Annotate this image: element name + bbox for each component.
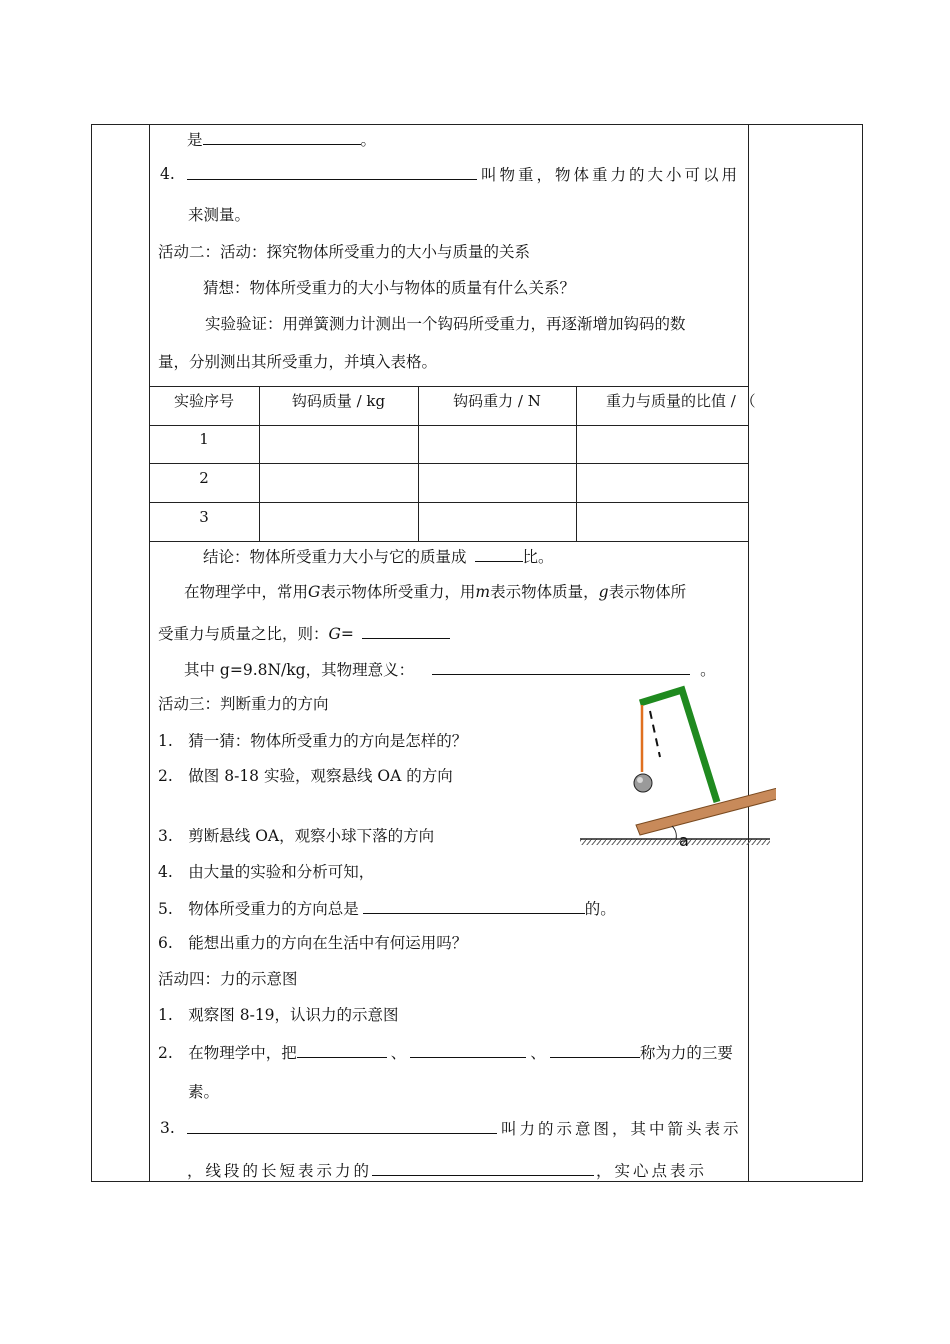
table-row-3-index: 3 bbox=[199, 508, 209, 526]
separator-1: 、 bbox=[390, 1044, 407, 1062]
activity-three-title: 活动三：判断重力的方向 bbox=[158, 695, 329, 713]
conclusion-text bbox=[203, 546, 554, 567]
inclined-board bbox=[636, 786, 776, 835]
activity-three-item-1: 1. 猜一猜：物体所受重力的方向是怎样的？ bbox=[158, 732, 468, 750]
table-row-2-index: 2 bbox=[199, 469, 209, 487]
gravity-direction-lead: 5. 物体所受重力的方向总是 bbox=[158, 900, 359, 918]
text-shi: 是 bbox=[187, 131, 203, 149]
activity-four-item-2 bbox=[158, 1042, 733, 1063]
separator-2: 、 bbox=[530, 1044, 546, 1062]
text-line-2 bbox=[160, 164, 175, 184]
table-header-index: 实验序号 bbox=[173, 392, 234, 410]
blank-gravity-direction bbox=[363, 898, 585, 914]
blank-formula bbox=[362, 623, 450, 639]
text-line-1 bbox=[187, 129, 376, 150]
activity-three-item-3: 3. 剪断悬线 OA，观察小球下落的方向 bbox=[158, 827, 435, 845]
blank-1 bbox=[203, 129, 361, 145]
activity-three-item-2: 2. 做图 8-18 实验，观察悬线 OA 的方向 bbox=[158, 767, 453, 785]
activity-three-item-5 bbox=[158, 898, 616, 919]
symbol-g: g bbox=[598, 583, 609, 601]
blank-element-2 bbox=[410, 1042, 526, 1058]
gravity-direction-end: 的。 bbox=[584, 900, 616, 918]
blank-proportional bbox=[475, 546, 523, 562]
ball bbox=[634, 774, 652, 792]
g-meaning-lead: 其中 g=9.8N/kg，其物理意义： bbox=[184, 661, 415, 679]
blank-element-1 bbox=[297, 1042, 387, 1058]
activity-four-item-2-cont: 素。 bbox=[188, 1083, 220, 1101]
three-elements-end: 称为力的三要 bbox=[639, 1044, 733, 1062]
blank-g-meaning bbox=[432, 659, 690, 675]
angle-arc bbox=[672, 826, 676, 839]
column-divider-right bbox=[748, 124, 749, 1182]
experiment-text-1: 实验验证：用弹簧测力计测出一个钩码所受重力，再逐渐增加钩码的数 bbox=[205, 315, 686, 333]
force-diagram-text: 叫力的示意图，其中箭头表示 bbox=[501, 1120, 742, 1138]
conclusion-lead: 结论：物体所受重力大小与它的质量成 bbox=[203, 548, 467, 566]
blank-element-3 bbox=[550, 1042, 640, 1058]
table-row-border-2 bbox=[149, 463, 749, 464]
ball-highlight bbox=[637, 777, 643, 783]
activity-four-title: 活动四：力的示意图 bbox=[158, 970, 298, 988]
angle-label: a bbox=[679, 831, 689, 850]
symbol-G: G bbox=[308, 583, 321, 601]
formula-G: G bbox=[328, 625, 341, 643]
guess-text: 猜想：物体所受重力的大小与物体的质量有什么关系？ bbox=[203, 279, 576, 297]
formula-line bbox=[158, 623, 450, 644]
g-meaning-end: 。 bbox=[700, 661, 716, 679]
table-header-mass: 钩码质量 / kg bbox=[291, 392, 386, 410]
activity-three-item-4: 4. 由大量的实验和分析可知， bbox=[158, 863, 375, 881]
experiment-text-2: 量，分别测出其所受重力，并填入表格。 bbox=[158, 353, 438, 371]
formula-equals: = bbox=[340, 625, 354, 643]
blank-force-magnitude bbox=[372, 1160, 594, 1176]
conclusion-end: 比。 bbox=[522, 548, 554, 566]
symbol-definition-text bbox=[184, 582, 686, 602]
table-top-border bbox=[149, 386, 749, 387]
column-divider-left bbox=[149, 124, 150, 1182]
segment-length-text: ，线段的长短表示力的 bbox=[187, 1162, 373, 1180]
table-row-1-index: 1 bbox=[199, 430, 209, 448]
blank-force-diagram bbox=[187, 1118, 497, 1134]
text-line-2b bbox=[187, 164, 740, 185]
activity-four-item-3 bbox=[187, 1118, 742, 1139]
item-number-4: 4. bbox=[160, 165, 175, 183]
blank-weight-definition bbox=[187, 164, 477, 180]
weight-definition-text: 叫物重，物体重力的大小可以用 bbox=[481, 166, 741, 184]
solid-point-text: ，实心点表示 bbox=[596, 1162, 708, 1180]
table-header-ratio: 重力与质量的比值 / （ bbox=[606, 392, 756, 410]
symbol-text-c: 表示物体质量， bbox=[490, 583, 599, 601]
table-header-weight: 钩码重力 / N bbox=[453, 392, 541, 410]
symbol-text-a: 在物理学中，常用 bbox=[184, 583, 309, 601]
symbol-text-d: 表示物体所 bbox=[608, 583, 687, 601]
text-period: 。 bbox=[360, 131, 377, 149]
activity-four-item-3-num: 3. bbox=[160, 1119, 175, 1137]
formula-lead: 受重力与质量之比，则： bbox=[158, 625, 329, 643]
activity-four-item-3-cont bbox=[187, 1160, 707, 1181]
dashed-reference-line bbox=[650, 711, 660, 757]
activity-two-title: 活动二：活动：探究物体所受重力的大小与质量的关系 bbox=[158, 243, 531, 261]
table-row-border-1 bbox=[149, 425, 749, 426]
symbol-text-b: 表示物体所受重力，用 bbox=[320, 583, 476, 601]
table-bottom-border bbox=[149, 541, 749, 542]
activity-four-item-1: 1. 观察图 8-19，认识力的示意图 bbox=[158, 1006, 399, 1024]
activity-three-item-6: 6. 能想出重力的方向在生活中有何运用吗？ bbox=[158, 934, 468, 952]
table-row-border-3 bbox=[149, 502, 749, 503]
text-line-3: 来测量。 bbox=[188, 206, 251, 224]
symbol-m: m bbox=[475, 583, 491, 601]
table-col-border-3 bbox=[576, 386, 577, 541]
plumb-line-figure bbox=[576, 684, 776, 854]
three-elements-lead: 2. 在物理学中，把 bbox=[158, 1044, 297, 1062]
ground-hatch bbox=[580, 839, 770, 845]
g-meaning-line bbox=[184, 659, 716, 680]
